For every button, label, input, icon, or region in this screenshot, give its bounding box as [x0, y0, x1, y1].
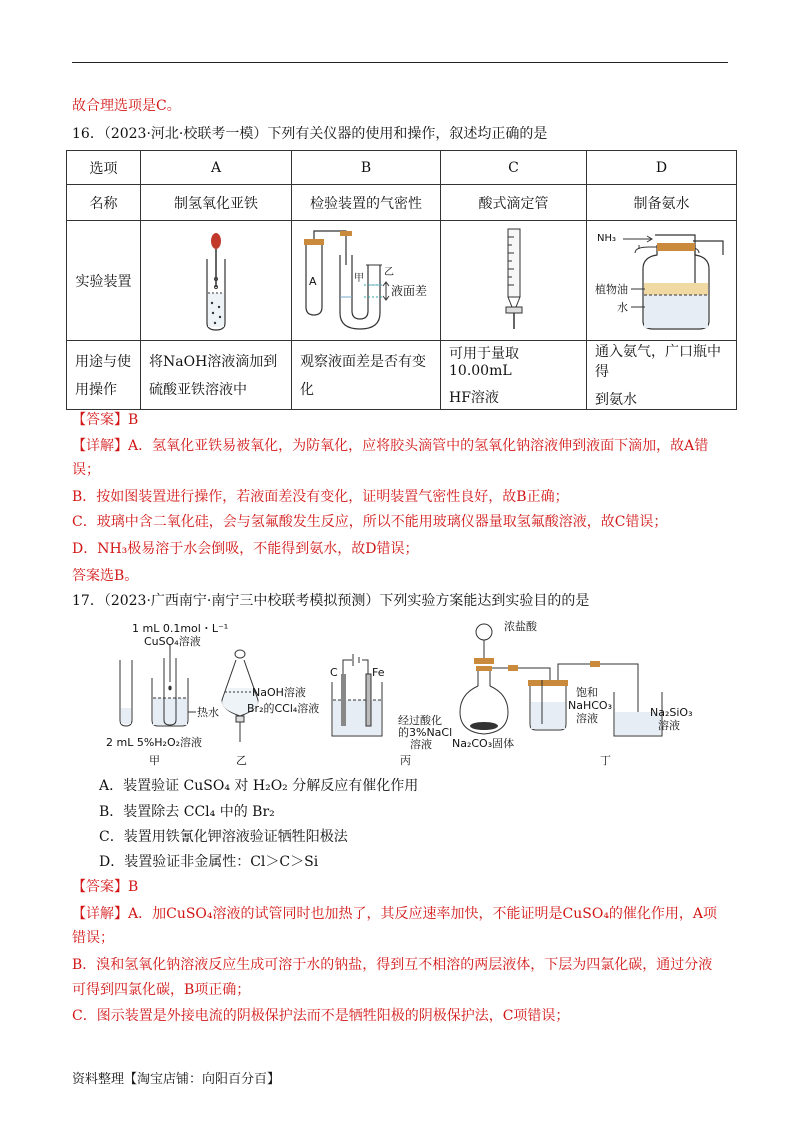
label-hcl: 浓盐酸 — [504, 620, 537, 633]
dropper-testtube-figure — [186, 227, 246, 335]
label-yi: 乙 — [384, 266, 394, 278]
header-cell: B — [292, 151, 441, 185]
airtightness-figure — [300, 225, 434, 337]
q16-answer: 【答案】B — [72, 412, 139, 428]
table-cell — [292, 341, 441, 410]
q17-apparatus-figure — [100, 612, 700, 770]
table-cell — [587, 341, 737, 410]
header-cell: C — [441, 151, 587, 185]
cell-line: 化 — [300, 382, 314, 398]
label-fe-electrode: Fe — [372, 666, 385, 679]
apparatus-c — [441, 221, 587, 341]
q17-option-d: D．装置验证非金属性：Cl＞C＞Si — [99, 854, 319, 870]
q16-detail-line: B．按如图装置进行操作，若液面差没有变化，证明装置气密性良好，故B正确； — [72, 489, 569, 505]
label-water: 水 — [617, 300, 628, 314]
cell-line: HF溶液 — [449, 390, 499, 406]
caption-jia: 甲 — [149, 754, 160, 767]
q17-title: 17．（2023·广西南宁·南宁三中校联考模拟预测）下列实验方案能达到实验目的的是 — [72, 593, 590, 609]
table-row-names — [67, 185, 737, 221]
table-cell: 酸式滴定管 — [441, 185, 587, 221]
row-label: 实验装置 — [67, 221, 141, 341]
q17-detail-line: B．溴和氢氧化钠溶液反应生成可溶于水的钠盐，得到互不相溶的两层液体，下层为四氯化碳，通过分液 — [72, 957, 713, 973]
header-cell: A — [141, 151, 292, 185]
table-cell — [441, 341, 587, 410]
header-cell: D — [587, 151, 737, 185]
label-level-diff: 液面差 — [391, 283, 428, 298]
apparatus-d — [587, 221, 737, 341]
q17-option-c: C．装置用铁氰化钾溶液验证牺牲阳极法 — [99, 829, 348, 845]
table-row-apparatus — [67, 221, 737, 341]
label-nacl-3: 溶液 — [410, 738, 432, 751]
cell-line: 将NaOH溶液滴加到 — [149, 354, 278, 370]
q16-detail-line: 误； — [72, 462, 100, 478]
q17-detail-line: 错误； — [72, 930, 114, 946]
label-nacl-1: 经过酸化 — [398, 714, 442, 727]
caption-ding: 丁 — [600, 754, 611, 767]
table-cell — [141, 341, 292, 410]
cell-line: 观察液面差是否有变 — [300, 354, 426, 370]
page-footer: 资料整理【淘宝店铺：向阳百分百】 — [72, 1072, 281, 1087]
row-label-line: 用操作 — [75, 382, 117, 398]
cell-line: 硫酸亚铁溶液中 — [149, 382, 247, 398]
q16-title: 16．（2023·河北·校联考一模）下列有关仪器的使用和操作，叙述均正确的是 — [72, 126, 548, 142]
table-row-header — [67, 151, 737, 185]
cell-line: 通入氨气，广口瓶中得 — [595, 344, 721, 380]
label-c-electrode: C — [330, 666, 338, 679]
rubber-bulb-icon — [211, 233, 221, 249]
label-h2o2: 2 mL 5%H₂O₂溶液 — [106, 736, 203, 749]
cell-line: 可用于量取10.00mL — [449, 346, 519, 379]
label-cuso4-amount: 1 mL 0.1mol・L⁻¹ — [132, 622, 229, 635]
q16-detail-line: 【详解】A．氢氧化亚铁易被氧化，为防氧化，应将胶头滴管中的氢氧化钠溶液伸到液面下滴加，故A错 — [72, 438, 709, 454]
prev-conclusion: 故合理选项是C。 — [72, 98, 181, 114]
label-jia: 甲 — [354, 272, 364, 284]
header-rule — [72, 62, 728, 63]
label-na2sio3-1: Na₂SiO₃ — [650, 706, 693, 719]
label-naoh: NaOH溶液 — [252, 686, 306, 699]
table-cell: 检验装置的气密性 — [292, 185, 441, 221]
apparatus-b — [292, 221, 441, 341]
q17-detail-line: 【详解】A．加CuSO₄溶液的试管同时也加热了，其反应速率加快，不能证明是CuSO₄的催化作用，A项 — [72, 906, 718, 922]
label-nacl-2: 的3%NaCl — [398, 726, 453, 739]
label-hot-water: 热水 — [197, 706, 219, 719]
label-a: A — [309, 274, 317, 288]
ammonia-bottle-figure — [595, 225, 733, 337]
caption-bing: 丙 — [400, 754, 411, 767]
q17-option-b: B．装置除去 CCl₄ 中的 Br₂ — [99, 804, 275, 820]
label-nahco3-1: 饱和 — [576, 686, 598, 699]
caption-yi: 乙 — [236, 754, 247, 767]
label-nahco3-3: 溶液 — [576, 712, 598, 725]
label-na2sio3-2: 溶液 — [658, 719, 680, 732]
q17-detail-line: C．图示装置是外接电流的阴极保护法而不是牺牲阳极的阴极保护法，C项错误； — [72, 1008, 570, 1024]
label-na2co3: Na₂CO₃固体 — [452, 737, 515, 750]
table-cell: 制氢氧化亚铁 — [141, 185, 292, 221]
q17-detail-line: 可得到四氯化碳，B项正确； — [72, 982, 251, 998]
label-nahco3-2: NaHCO₃ — [568, 699, 612, 712]
q17-answer: 【答案】B — [72, 879, 139, 895]
row-label-line: 用途与使 — [75, 354, 131, 370]
table-cell: 制备氨水 — [587, 185, 737, 221]
label-br2-ccl4: Br₂的CCl₄溶液 — [247, 702, 320, 715]
q16-detail-line: 答案选B。 — [72, 568, 139, 584]
q16-table — [66, 150, 737, 410]
q17-option-a: A．装置验证 CuSO₄ 对 H₂O₂ 分解反应有催化作用 — [99, 778, 419, 794]
label-nh3: NH₃ — [597, 232, 617, 244]
header-cell: 选项 — [67, 151, 141, 185]
table-row-uses — [67, 341, 737, 410]
row-label — [67, 341, 141, 410]
q16-detail-line: D．NH₃极易溶于水会倒吸，不能得到氨水，故D错误； — [72, 541, 419, 557]
q16-detail-line: C．玻璃中含二氧化硅，会与氢氟酸发生反应，所以不能用玻璃仪器量取氢氟酸溶液，故C错误； — [72, 514, 668, 530]
label-cuso4: CuSO₄溶液 — [144, 635, 201, 648]
acid-burette-figure — [494, 225, 534, 337]
apparatus-a — [141, 221, 292, 341]
cell-line: 到氨水 — [595, 392, 637, 408]
label-oil: 植物油 — [595, 282, 628, 296]
row-label: 名称 — [67, 185, 141, 221]
